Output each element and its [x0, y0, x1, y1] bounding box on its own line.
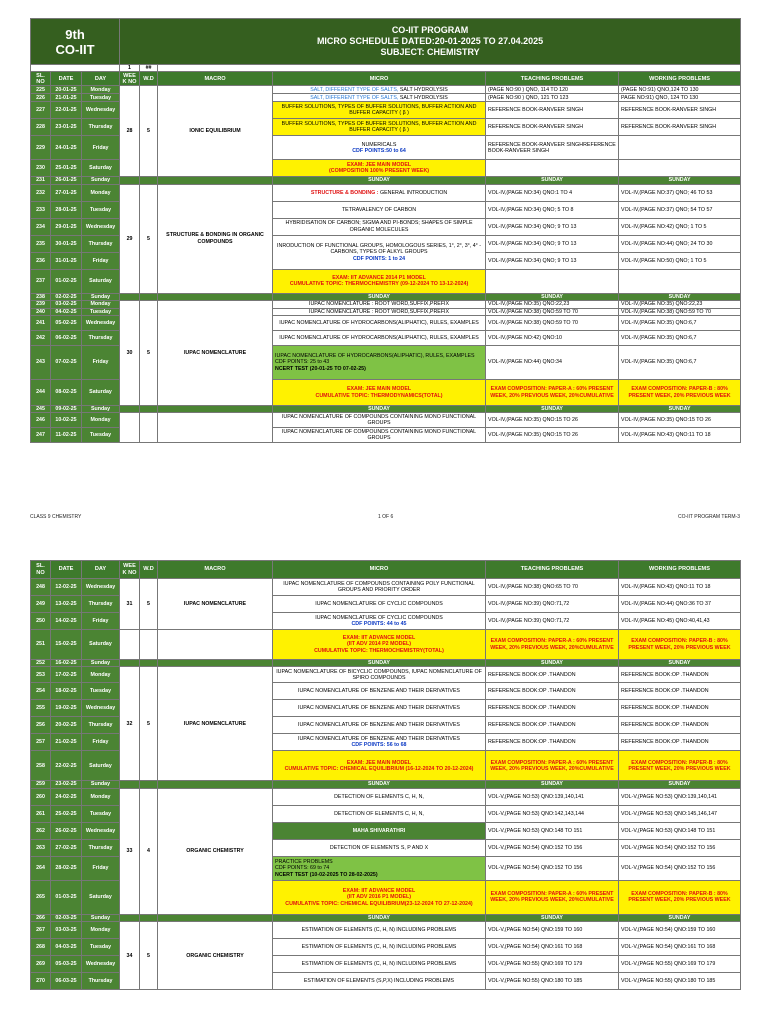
table-row: 268 04-03-25 Tuesday ESTIMATION OF ELEMENTS (C, H, N) INCLUDING PROBLEMS VOL-V,(PAGE NO:54) QNO:161 TO 168 VOL-V,(PAGE NO:54) QNO:161 TO 168 — [31, 939, 741, 956]
table-row: 254 18-02-25 Tuesday IUPAC NOMENCLATURE OF BENZENE AND THEIR DERIVATIVES REFERENCE BOOK:OP .THANDON REFERENCE BOOK:OP .THANDON — [31, 683, 741, 700]
column-header-row: SL. NO DATE DAY WEEK NO W.D MACRO MICRO TEACHING PROBLEMS WORKING PROBLEMS — [31, 72, 741, 86]
table-row: 261 25-02-25 Tuesday DETECTION OF ELEMENTS C, H, N, VOL-V,(PAGE NO:53) QNO:142,143,144 VOL-V,(PAGE NO:53) QNO:145,146,147 — [31, 805, 741, 822]
table-row: 234 29-01-25 Wednesday HYBRIDISATION OF CARBON; SIGMA AND PI-BONDS; SHAPES OF SIMPLE ORGANIC MOLECULES VOL-IV,(PAGE NO:34) QNO; 9 TO 13 VOL-IV,(PAGE NO:42) QNO; 1 TO 5 — [31, 218, 741, 235]
table-row: 257 21-02-25 Friday IUPAC NOMENCLATURE OF BENZENE AND THEIR DERIVATIVES CDF POINTS: 56 to 68 REFERENCE BOOK:OP .THANDON REFERENCE BOOK:OP .THANDON — [31, 734, 741, 751]
table-row: 246 10-02-25 Monday IUPAC NOMENCLATURE OF COMPOUNDS CONTAINING MONO FUNCTIONAL GROUPS VOL-IV,(PAGE NO:35) QNO:15 TO 26 VOL-IV,(PAGE NO:35) QNO:15 TO 26 — [31, 413, 741, 428]
schedule-table-2 — [30, 560, 741, 990]
sunday-row: 259 23-02-25 Sunday SUNDAY SUNDAY SUNDAY — [31, 781, 741, 788]
table-row: 256 20-02-25 Thursday IUPAC NOMENCLATURE OF BENZENE AND THEIR DERIVATIVES REFERENCE BOOK:OP .THANDON REFERENCE BOOK:OP .THANDON — [31, 717, 741, 734]
table-row: 255 19-02-25 Wednesday IUPAC NOMENCLATURE OF BENZENE AND THEIR DERIVATIVES REFERENCE BOOK:OP .THANDON REFERENCE BOOK:OP .THANDON — [31, 700, 741, 717]
page-title: CO-IIT PROGRAM MICRO SCHEDULE DATED:20-01-2025 TO 27.04.2025 SUBJECT: CHEMISTRY — [120, 19, 741, 65]
table-row: 230 25-01-25 Saturday EXAM: JEE MAIN MODEL (COMPOSITION 100% PRESENT WEEK) — [31, 160, 741, 177]
table-row: 253 17-02-25 Monday 32 5 IUPAC NOMENCLATURE IUPAC NOMENCLATURE OF BICYCLIC COMPOUNDS, IUPAC NOMENCLATURE OF SPIRO COMPOUNDS REFERENCE BOOK:OP .THANDON REFERENCE BOOK:OP .THANDON — [31, 667, 741, 683]
table-row: 235 30-01-25 Thursday INRODUCTION OF FUNCTIONAL GROUPS, HOMOLOGOUS SERIES, 1°, 2°, 3°, 4° - CARBONS, TYPES OF ALKYL GROUPS CDF POINTS: 1 to 24 VOL-IV,(PAGE NO:34) QNO; 9 TO 13 VOL-IV,(PAGE NO:44) QNO; 24 TO 30 — [31, 235, 741, 252]
table-row: 251 15-02-25 Saturday EXAM: IIT ADVANCE MODEL (IIT ADV 2014 P2 MODEL) CUMULATIVE TOPIC: THERMOCHEMISTRY(TOTAL) EXAM COMPOSITION: PAPER-A : 60% PRESENT WEEK, 20% PREVIOUS WEEK, 20%CUMULATIVE EXAM COMPOSITION: PAPER-B : 80% PRESENT WEEK, 20% PREVIOUS WEEK — [31, 630, 741, 660]
table-row: 262 26-02-25 Wednesday MAHA SHIVARATHRI VOL-V,(PAGE NO:53) QNO:148 TO 151 VOL-V,(PAGE NO:53) QNO:148 TO 151 — [31, 822, 741, 839]
table-row: 233 28-01-25 Tuesday TETRAVALENCY OF CARBON VOL-IV,(PAGE NO:34) QNO; 5 TO 8 VOL-IV,(PAGE NO:37) QNO; 54 TO 57 — [31, 201, 741, 218]
table-row: 226 21-01-25 Tuesday SALT, DIFFERENT TYPE OF SALTS, SALT HYDROLYSIS (PAGE NO:90 ) QNO, 121 TO 123 PAGE NO:91) QNO, 124 TO 130 — [31, 94, 741, 102]
schedule-page-1 — [30, 18, 740, 443]
table-row: 241 05-02-25 Wednesday IUPAC NOMENCLATURE OF HYDROCARBONS(ALIPHATIC), RULES, EXAMPLES VOL-IV,(PAGE NO:38) QNO:59 TO 70 VOL-IV,(PAGE NO:35) QNO:6,7 — [31, 316, 741, 331]
table-row: 232 27-01-25 Monday 29 5 STRUCTURE & BONDING IN ORGANIC COMPOUNDS STRUCTURE & BONDING : GENERAL INTRODUCTION VOL-IV,(PAGE NO:34) QNO:1 TO 4 VOL-IV,(PAGE NO:37) QNO; 46 TO 53 — [31, 184, 741, 201]
sunday-row: 231 26-01-25 Sunday SUNDAY SUNDAY SUNDAY — [31, 177, 741, 184]
table-row: 248 12-02-25 Wednesday 31 5 IUPAC NOMENCLATURE IUPAC NOMENCLATURE OF COMPOUNDS CONTAINING POLY FUNCTIONAL GROUPS AND PRIORITY ORDER VOL-IV,(PAGE NO:38) QNO:65 TO 70 VOL-IV,(PAGE NO:43) QNO:11 TO 18 — [31, 579, 741, 596]
sunday-row: 245 09-02-25 Sunday SUNDAY SUNDAY SUNDAY — [31, 406, 741, 413]
column-header-row: SL. NO DATE DAY WEEK NO W.D MACRO MICRO TEACHING PROBLEMS WORKING PROBLEMS — [31, 561, 741, 579]
table-row: 249 13-02-25 Thursday IUPAC NOMENCLATURE OF CYCLIC COMPOUNDS VOL-IV,(PAGE NO:39) QNO:71,72 VOL-IV,(PAGE NO:44) QNO:36 TO 37 — [31, 596, 741, 613]
table-row: 265 01-03-25 Saturday EXAM: IIT ADVANCE MODEL (IIT ADV 2016 P1 MODEL) CUMULATIVE TOPIC: CHEMICAL EQUILIBRIUM(23-12-2024 TO 27-12-2024) EXAM COMPOSITION: PAPER-A : 60% PRESENT WEEK, 20% PREVIOUS WEEK, 20%CUMULATIVE EXAM COMPOSITION: PAPER-B : 80% PRESENT WEEK, 20% PREVIOUS WEEK — [31, 880, 741, 914]
table-row: 228 23-01-25 Thursday BUFFER SOLUTIONS, TYPES OF BUFFER SOLUTIONS, BUFFER ACTION AND BUFFER CAPACITY ( β ) REFERENCE BOOK-RANVEER SINGH REFERENCE BOOK-RANVEER SINGH — [31, 119, 741, 136]
table-row: 242 06-02-25 Thursday IUPAC NOMENCLATURE OF HYDROCARBONS(ALIPHATIC), RULES, EXAMPLES VOL-IV,(PAGE NO:42) QNO:10 VOL-IV,(PAGE NO:35) QNO:6,7 — [31, 331, 741, 346]
grade-title: 9th CO-IIT — [31, 19, 120, 65]
table-row: 244 08-02-25 Saturday EXAM: JEE MAIN MODEL CUMULATIVE TOPIC: THERMODYNAMICS(TOTAL) EXAM COMPOSITION: PAPER-A : 60% PRESENT WEEK, 20% PREVIOUS WEEK, 20%CUMULATIVE EXAM COMPOSITION: PAPER-B : 80% PRESENT WEEK, 20% PREVIOUS WEEK — [31, 380, 741, 406]
table-row: 247 11-02-25 Tuesday IUPAC NOMENCLATURE OF COMPOUNDS CONTAINING MONO FUNCTIONAL GROUPS VOL-IV,(PAGE NO:35) QNO:15 TO 26 VOL-IV,(PAGE NO:43) QNO:11 TO 18 — [31, 428, 741, 443]
table-row: 240 04-02-25 Tuesday IUPAC NOMENCLATURE : ROOT WORD,SUFFIX,PREFIX VOL-IV,(PAGE NO:38) QNO:59 TO 70 VOL-IV,(PAGE NO:38) QNO:59 TO 70 — [31, 308, 741, 315]
schedule-table-1: 9th CO-IIT CO-IIT PROGRAM MICRO SCHEDULE DATED:20-01-2025 TO 27.04.2025 SUBJECT: CHEMISTRY 1 ## SL. NO DATE DAY WEEK NO W.D MACRO MICRO TEACHING PROBLEMS WORKING PROBLEMS 225 20-01-25 Monday 28 5 IONIC EQUILIBRIUM SALT, DIFFERENT TYPE OF SALTS, SALT HYDROLYSIS (PAGE NO:90 ) QNO, 114 TO 120 (PAGE NO:91) QNO,124 TO 130 226 21-01-25 Tuesday SALT, DIFFERENT TYPE OF SALTS, SALT HYDROLYSIS (PAGE NO:90 ) QNO, 121 TO 123 PAGE NO:91) QNO, 124 TO 130 227 22-01-25 Wednesday BUFFER SOLUTIONS, TYPES OF BUFFER SOLUTIONS, BUFFER ACTION AND BUFFER CAPACITY ( β ) REFERENCE BOOK-RANVEER SINGH REFERENCE BOOK-RANVEER SINGH 228 23-01-25 Thursday BUFFER SOLUTIONS, TYPES OF BUFFER SOLUTIONS, BUFFER ACTION AND BUFFER CAPACITY ( β ) REFERENCE BOOK-RANVEER SINGH REFERENCE BOOK-RANVEER SINGH 229 24-01-25 Friday NUMERICALS CDF POINTS:50 to 64 REFERENCE BOOK-RANVEER SINGHREFERENCE BOOK-RANVEER SINGH 230 25-01-25 Saturday EXAM: JEE MAIN MODEL (COMPOSITION 100% PRESENT WEEK) 231 26-01-25 Sunday SUNDAY SUNDAY SUNDAY 232 27-01-25 Monday 29 5 STRUCTURE & BONDING IN ORGANIC COMPOUNDS STRUCTURE & BONDING : GENERAL INTRODUCTION VOL-IV,(PAGE NO:34) QNO:1 TO 4 VOL-IV,(PAGE NO:37) QNO; 46 TO 53 233 28-01-25 Tuesday TETRAVALENCY OF CARBON VOL-IV,(PAGE NO:34) QNO; 5 TO 8 VOL-IV,(PAGE NO:37) QNO; 54 TO 57 234 29-01-25 Wednesday HYBRIDISATION OF CARBON; SIGMA AND PI-BONDS; SHAPES OF SIMPLE ORGANIC MOLECULES VOL-IV,(PAGE NO:34) QNO; 9 TO 13 VOL-IV,(PAGE NO:42) QNO; 1 TO 5 235 30-01-25 Thursday INRODUCTION OF FUNCTIONAL GROUPS, HOMOLOGOUS SERIES, 1°, 2°, 3°, 4° - CARBONS, TYPES OF ALKYL GROUPS CDF POINTS: 1 to 24 VOL-IV,(PAGE NO:34) QNO; 9 TO 13 VOL-IV,(PAGE NO:44) QNO; 24 TO 30 236 31-01-25 Friday VOL-IV,(PAGE NO:34) QNO; 9 TO 13 VOL-IV,(PAGE NO:50) QNO; 1 TO 5 237 01-02-25 Saturday EXAM: IIT ADVANCE 2014 P1 MODEL CUMULATIVE TOPIC: THERMOCHEMISTRY (09-12-2024 TO 13-12-2024) 238 02-02-25 Sunday SUNDAY SUNDAY SUNDAY 239 03-02-25 Monday 30 5 IUPAC NOMENCLATURE IUPAC NOMENCLATURE : ROOT WORD,SUFFIX,PREFIX VOL-IV,(PAGE NO:35) QNO:22,23 VOL-IV,(PAGE NO:35) QNO:22,23 240 04-02-25 Tuesday IUPAC NOMENCLATURE : ROOT WORD,SUFFIX,PREFIX VOL-IV,(PAGE NO:38) QNO:59 TO 70 VOL-IV,(PAGE NO:38) QNO:59 TO 70 241 05-02-25 Wednesday IUPAC NOMENCLATURE OF HYDROCARBONS(ALIPHATIC), RULES, EXAMPLES VOL-IV,(PAGE NO:38) QNO:59 TO 70 VOL-IV,(PAGE NO:35) QNO:6,7 242 06-02-25 Thursday IUPAC NOMENCLATURE OF HYDROCARBONS(ALIPHATIC), RULES, EXAMPLES VOL-IV,(PAGE NO:42) QNO:10 VOL-IV,(PAGE NO:35) QNO:6,7 243 07-02-25 Friday IUPAC NOMENCLATURE OF HYDROCARBONS(ALIPHATIC), RULES, EXAMPLES CDF POINTS: 25 to 43 NCERT TEST (20-01-25 TO 07-02-25) VOL-IV,(PAGE NO:44) QNO:34 VOL-IV,(PAGE NO:35) QNO:6,7 244 08-02-25 Saturday EXAM: JEE MAIN MODEL CUMULATIVE TOPIC: THERMODYNAMICS(TOTAL) EXAM COMPOSITION: PAPER-A : 60% PRESENT WEEK, 20% PREVIOUS WEEK, 20%CUMULATIVE EXAM COMPOSITION: PAPER-B : 80% PRESENT WEEK, 20% PREVIOUS WEEK 245 09-02-25 Sunday SUNDAY SUNDAY SUNDAY 246 10-02-25 Monday IUPAC NOMENCLATURE OF COMPOUNDS CONTAINING MONO FUNCTIONAL GROUPS VOL-IV,(PAGE NO:35) QNO:15 TO 26 VOL-IV,(PAGE NO:35) QNO:15 TO 26 247 11-02-25 Tuesday IUPAC NOMENCLATURE OF COMPOUNDS CONTAINING MONO FUNCTIONAL GROUPS VOL-IV,(PAGE NO:35) QNO:15 TO 26 VOL-IV,(PAGE NO:43) QNO:11 TO 18 — [30, 18, 741, 443]
table-row: 227 22-01-25 Wednesday BUFFER SOLUTIONS, TYPES OF BUFFER SOLUTIONS, BUFFER ACTION AND BUFFER CAPACITY ( β ) REFERENCE BOOK-RANVEER SINGH REFERENCE BOOK-RANVEER SINGH — [31, 102, 741, 119]
table-row: 269 05-03-25 Wednesday ESTIMATION OF ELEMENTS (C, H, N) INCLUDING PROBLEMS VOL-V,(PAGE NO:55) QNO:169 TO 179 VOL-V,(PAGE NO:55) QNO:169 TO 179 — [31, 956, 741, 973]
table-row: 270 06-03-25 Thursday ESTIMATION OF ELEMENTS (S,P,X) INCLUDING PROBLEMS VOL-V,(PAGE NO:55) QNO:180 TO 185 VOL-V,(PAGE NO:55) QNO:180 TO 185 — [31, 973, 741, 990]
table-row: 239 03-02-25 Monday 30 5 IUPAC NOMENCLATURE IUPAC NOMENCLATURE : ROOT WORD,SUFFIX,PREFIX VOL-IV,(PAGE NO:35) QNO:22,23 VOL-IV,(PAGE NO:35) QNO:22,23 — [31, 301, 741, 308]
table-row: 263 27-02-25 Thursday DETECTION OF ELEMENTS S, P AND X VOL-V,(PAGE NO:54) QNO:152 TO 156 VOL-V,(PAGE NO:54) QNO:152 TO 156 — [31, 839, 741, 856]
table-row: 264 28-02-25 Friday PRACTICE PROBLEMS CDF POINTS: 69 to 74 NCERT TEST (10-02-2025 TO 28-02-2025) VOL-V,(PAGE NO:54) QNO:152 TO 156 VOL-V,(PAGE NO:54) QNO:152 TO 156 — [31, 856, 741, 880]
table-row: 229 24-01-25 Friday NUMERICALS CDF POINTS:50 to 64 REFERENCE BOOK-RANVEER SINGHREFERENCE BOOK-RANVEER SINGH — [31, 136, 741, 160]
table-row: 225 20-01-25 Monday 28 5 IONIC EQUILIBRIUM SALT, DIFFERENT TYPE OF SALTS, SALT HYDROLYSIS (PAGE NO:90 ) QNO, 114 TO 120 (PAGE NO:91) QNO,124 TO 130 — [31, 86, 741, 94]
sunday-row: 252 16-02-25 Sunday SUNDAY SUNDAY SUNDAY — [31, 660, 741, 667]
schedule-page-2 — [30, 560, 740, 990]
table-row: 258 22-02-25 Saturday EXAM: JEE MAIN MODEL CUMULATIVE TOPIC: CHEMICAL EQUILIBRIUM (16-12-2024 TO 20-12-2024) EXAM COMPOSITION: PAPER-A : 60% PRESENT WEEK, 20% PREVIOUS WEEK, 20%CUMULATIVE EXAM COMPOSITION: PAPER-B : 80% PRESENT WEEK, 20% PREVIOUS WEEK — [31, 751, 741, 781]
sunday-row: 238 02-02-25 Sunday SUNDAY SUNDAY SUNDAY — [31, 293, 741, 300]
table-row: 236 31-01-25 Friday VOL-IV,(PAGE NO:34) QNO; 9 TO 13 VOL-IV,(PAGE NO:50) QNO; 1 TO 5 — [31, 252, 741, 269]
table-row: 250 14-02-25 Friday IUPAC NOMENCLATURE OF CYCLIC COMPOUNDS CDF POINTS: 44 to 45 VOL-IV,(PAGE NO:39) QNO:71,72 VOL-IV,(PAGE NO:45) QNO:40,41,43 — [31, 613, 741, 630]
table-row: 260 24-02-25 Monday 33 4 ORGANIC CHEMISTRY DETECTION OF ELEMENTS C, H, N, VOL-V,(PAGE NO:53) QNO:139,140,141 VOL-V,(PAGE NO:53) QNO:139,140,141 — [31, 788, 741, 805]
sunday-row: 266 02-03-25 Sunday SUNDAY SUNDAY SUNDAY — [31, 914, 741, 921]
table-row: 237 01-02-25 Saturday EXAM: IIT ADVANCE 2014 P1 MODEL CUMULATIVE TOPIC: THERMOCHEMISTRY (09-12-2024 TO 13-12-2024) — [31, 269, 741, 293]
table-row: 243 07-02-25 Friday IUPAC NOMENCLATURE OF HYDROCARBONS(ALIPHATIC), RULES, EXAMPLES CDF POINTS: 25 to 43 NCERT TEST (20-01-25 TO 07-02-25) VOL-IV,(PAGE NO:44) QNO:34 VOL-IV,(PAGE NO:35) QNO:6,7 — [31, 346, 741, 380]
table-row: 267 03-03-25 Monday 34 5 ORGANIC CHEMISTRY ESTIMATION OF ELEMENTS (C, H, N) INCLUDING PROBLEMS VOL-V,(PAGE NO:54) QNO:159 TO 160 VOL-V,(PAGE NO:54) QNO:159 TO 160 — [31, 922, 741, 939]
